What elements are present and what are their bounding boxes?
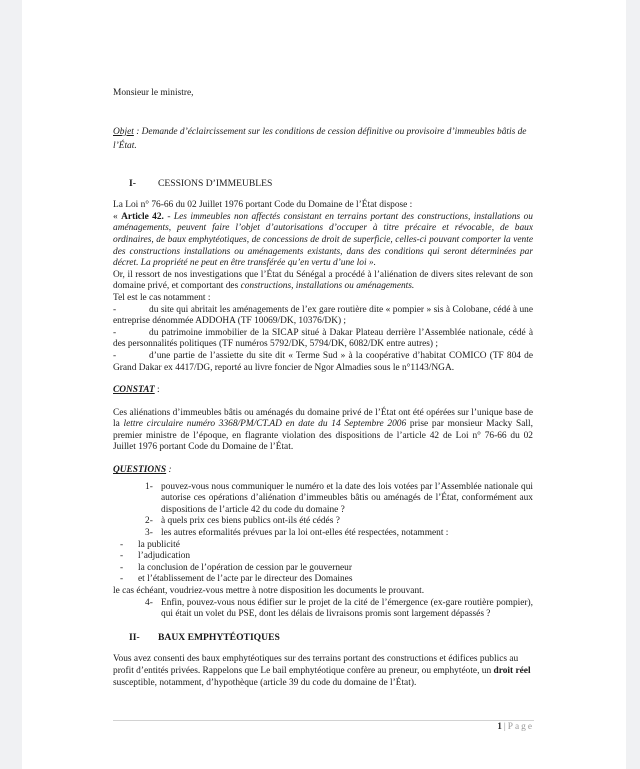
question-item (113, 598, 533, 621)
article-label: Article 42. (121, 211, 164, 222)
question-number: 3- (145, 528, 153, 539)
article-text: - Les immeubles non affectés consistant en terrains portant des constructions, installations ou aménagements, peuvent faire l’objet d’autorisations d’occuper à titre précaire et révocable, de baux ordinaires, de baux emphytéotiques, de concessions de droit de superficie, celles-ci pouvant comporter la vente des constructions installations ou aménagements existants, dans des conditions qui seront déterminées par décret. La propriété ne peut en être transférée qu’en vertu d’une loi ». (113, 211, 533, 269)
footer-separator: | (503, 722, 506, 732)
objet-text: : Demande d’éclaircissement sur les conditions de cession définitive ou provisoire d’immeubles bâtis de l’État. (113, 126, 527, 151)
page-footer (113, 722, 534, 732)
questions-heading (113, 465, 533, 477)
constat-text-2: prise par monsieur Macky Sall, premier ministre de l’époque, en flagrante violation des dispositions de l’article 42 de Loi n° 76-66 du 02 Juillet 1976 portant Code du Domaine de l’État. (113, 419, 533, 453)
formalite-text: l’adjudication (138, 551, 191, 562)
question-text: Enfin, pouvez-vous nous édifier sur le projet de la cité de l’émergence (ex-gare routière pompier), qui était un volet du PSE, dont les délais de livraisons promis sont largement dépassés ? (161, 597, 533, 620)
question-item (113, 482, 533, 517)
section-number: I- (129, 177, 136, 189)
section-heading-2 (113, 632, 533, 644)
dash-bullet: - (113, 304, 117, 315)
dash-bullet: - (120, 539, 124, 550)
or-italic: constructions, installations ou aménagements. (240, 281, 415, 292)
constat-paragraph (113, 408, 533, 454)
case-item (113, 351, 533, 374)
question-text: à quels prix ces biens publics ont-ils été cédés ? (161, 516, 340, 527)
cas-echeant: le cas échéant, voudriez-vous mettre à notre disposition les documents le prouvant. (113, 586, 425, 596)
baux-bold: droit réel (493, 665, 531, 676)
question-number: 1- (145, 481, 153, 492)
question-item (113, 516, 533, 528)
loi-intro: La Loi n° 76-66 du 02 Juillet 1976 portant Code du Domaine de l’État dispose : (113, 200, 413, 211)
questions-list (113, 482, 533, 540)
formalite-item (113, 563, 533, 575)
section-heading-1 (113, 178, 533, 190)
section-number: II- (129, 631, 140, 643)
formalite-item (113, 574, 533, 586)
constat-italic: lettre circulaire numéro 3368/PM/CT.AD en date du 14 Septembre 2006 (123, 419, 407, 430)
section-title: BAUX EMPHYTÉOTIQUES (158, 631, 280, 643)
question-item (113, 528, 533, 540)
case-item (113, 305, 533, 328)
or-text: Or, il ressort de nos investigations que l’État du Sénégal a procédé à l’aliénation de divers sites relevant de son domaine privé, et comportant des (113, 269, 533, 292)
objet-label: Objet (113, 126, 134, 137)
formalite-text: la conclusion de l’opération de cession par le gouverneur (138, 562, 352, 573)
salutation: Monsieur le ministre, (113, 88, 194, 98)
dash-bullet: - (120, 562, 124, 573)
baux-text-2: susceptible, notamment, d’hypothèque (article 39 du code du domaine de l’État). (113, 677, 417, 688)
constat-text-1: Ces aliénations d’immeubles bâtis ou aménagés du domaine privé de l’État ont été opérées sur l’unique base de la (113, 407, 533, 430)
dash-bullet: - (120, 551, 124, 562)
page-number: 1 (497, 722, 502, 732)
question-number: 2- (145, 516, 153, 527)
formalite-item (113, 540, 533, 552)
footer-divider (113, 720, 534, 721)
formalite-text: et l’établissement de l’acte par le directeur des Domaines (138, 574, 353, 585)
dash-bullet: - (120, 574, 124, 585)
dash-bullet: - (113, 327, 117, 338)
letter-body (113, 88, 533, 689)
formalite-text: la publicité (138, 539, 180, 550)
case-text: du patrimoine immobilier de la SICAP situé à Dakar Plateau derrière l’Assemblée nationale, cédé à des personnalités politiques (TF numéros 5792/DK, 5794/DK, 6082/DK entre autres) ; (113, 327, 533, 350)
or-paragraph (113, 270, 533, 293)
formalites-list (113, 540, 533, 586)
constat-label: CONSTAT (113, 385, 155, 396)
case-text: d’une partie de l’assiette du site dit « Terme Sud » à la coopérative d’habitat COMICO (TF 804 de Grand Dakar ex 4417/DG, reporté au livre foncier de Ngor Almadies sous le n°1143/NGA. (113, 350, 533, 373)
case-text: du site qui abritait les aménagements de l’ex gare routière dite « pompier » sis à Colobane, cédé à une entreprise dénommée ADDOHA (TF 10069/DK, 10376/DK) ; (113, 304, 533, 327)
section-title: CESSIONS D’IMMEUBLES (158, 177, 273, 189)
quote-open: « (113, 211, 122, 222)
document-page (22, 0, 626, 769)
article-42-quote (113, 212, 533, 270)
cases-list (113, 305, 533, 375)
objet-paragraph (113, 125, 533, 153)
constat-colon: : (154, 385, 160, 396)
constat-heading (113, 385, 533, 397)
question-text: les autres eformalités prévues par la loi ont-elles été respectées, notamment : (161, 528, 449, 539)
question-number: 4- (145, 597, 153, 608)
case-item (113, 328, 533, 351)
questions-label: QUESTIONS (113, 465, 167, 476)
page-word: Page (507, 722, 534, 732)
baux-paragraph (113, 654, 533, 689)
dash-bullet: - (113, 350, 117, 361)
questions-colon: : (166, 465, 172, 476)
question-text: pouvez-vous nous communiquer le numéro et la date des lois votées par l’Assemblée nationale qui autorise ces opérations d’aliénation d’immeubles bâtis ou aménagés de l’État, conformément aux dispositions de l’article 42 du code du domaine ? (161, 481, 533, 515)
formalite-item (113, 551, 533, 563)
baux-text-1: Vous avez consenti des baux emphytéotiques sur des terrains portant des constructions et édifices publics au profit d’entités privées. Rappelons que Le bail emphytéotique confère au preneur, ou emphytéote, un (113, 654, 519, 676)
tel-est-le-cas: Tel est le cas notamment : (113, 292, 211, 303)
